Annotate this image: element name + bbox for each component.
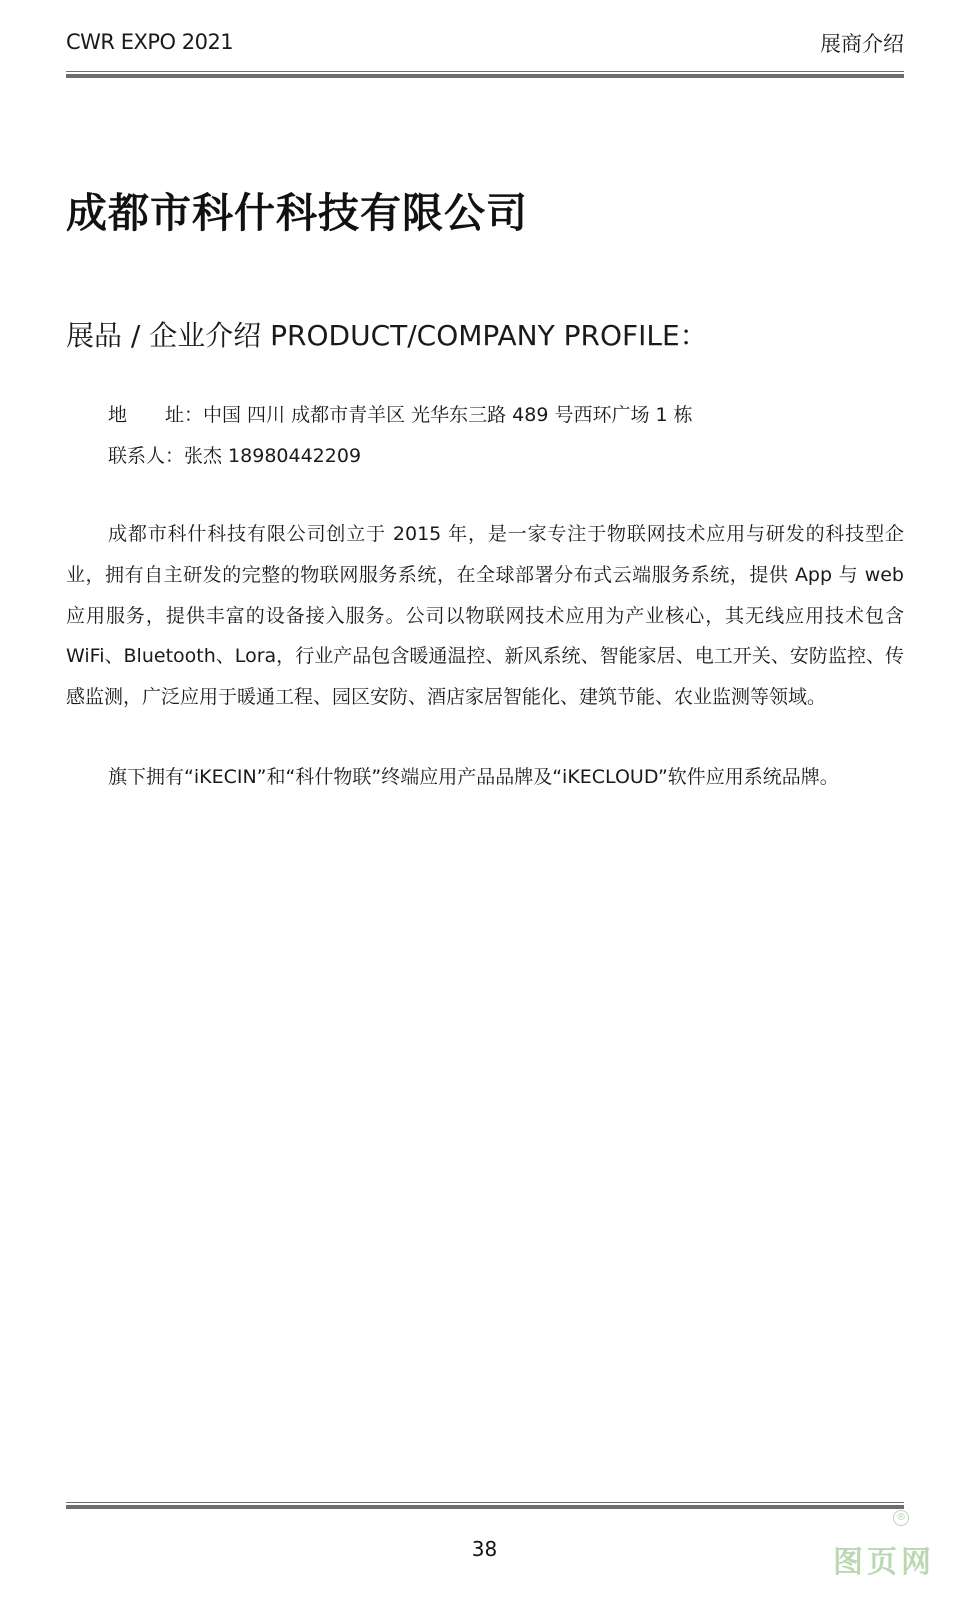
contact-person-value: 张杰 18980442209 bbox=[184, 445, 362, 467]
address-label: 地 址： bbox=[108, 404, 204, 426]
section-heading: 展品 / 企业介绍 PRODUCT/COMPANY PROFILE： bbox=[66, 319, 708, 352]
header-divider bbox=[66, 71, 904, 78]
header-section-name: 展商介绍 bbox=[820, 32, 904, 56]
company-description-paragraph: 成都市科什科技有限公司创立于 2015 年，是一家专注于物联网技术应用与研发的科技型企业，拥有自主研发的完整的物联网服务系统，在全球部署分布式云端服务系统，提供 App 与 web 应用服务，提供丰富的设备接入服务。公司以物联网技术应用为产业核心，其无线应用技术包含 WiFi、Bluetooth、Lora，行业产品包含暖通温控、新风系统、智能家居、电工开关、安防监控、传感监测，广泛应用于暖通工程、园区安防、酒店家居智能化、建筑节能、农业监测等领域。 bbox=[66, 523, 904, 709]
footer-divider bbox=[66, 1502, 904, 1509]
contact-person-line bbox=[108, 441, 361, 468]
header-expo-name: CWR EXPO 2021 bbox=[66, 30, 234, 54]
contact-person-label: 联系人： bbox=[108, 445, 185, 467]
address-line bbox=[108, 400, 693, 427]
company-title: 成都市科什科技有限公司 bbox=[66, 189, 528, 237]
brand-paragraph: 旗下拥有“iKECIN”和“科什物联”终端应用产品品牌及“iKECLOUD”软件应用系统品牌。 bbox=[108, 766, 839, 788]
watermark-logo: 图页网 bbox=[833, 1545, 935, 1580]
registered-mark: ® bbox=[893, 1510, 909, 1526]
page-header bbox=[66, 26, 904, 62]
address-value: 中国 四川 成都市青羊区 光华东三路 489 号西环广场 1 栋 bbox=[203, 404, 693, 426]
page-number: 38 bbox=[471, 1537, 498, 1561]
